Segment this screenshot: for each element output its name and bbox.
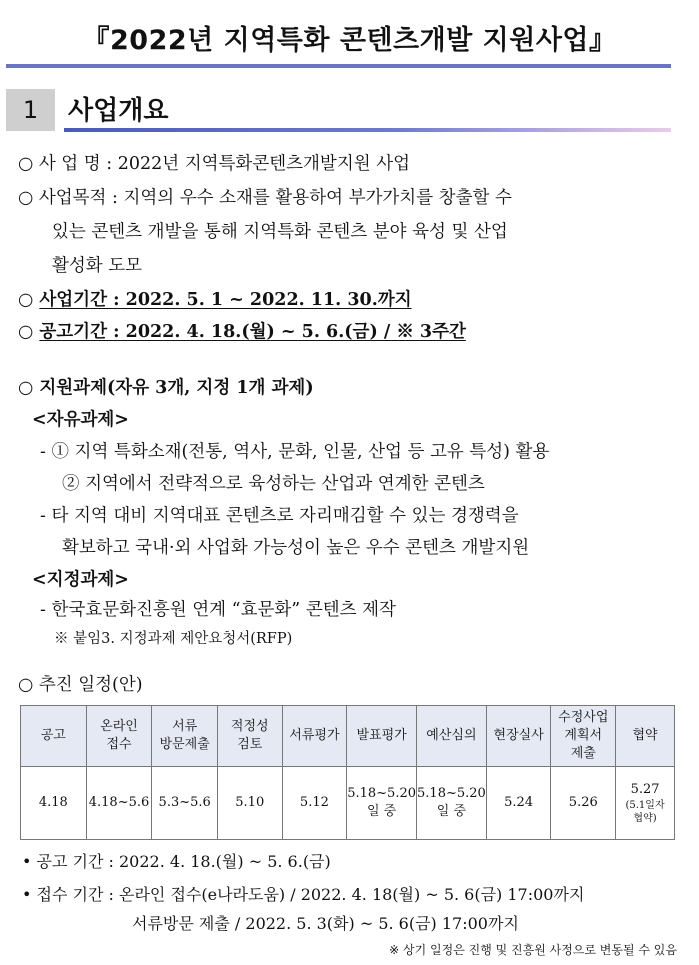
schedule-value-cell: 5.3~5.6	[152, 767, 218, 840]
notice-bullet: ○	[18, 322, 34, 342]
business-period-line	[18, 286, 412, 311]
free-task-label: <자유과제>	[32, 410, 129, 430]
schedule-header-cell: 현장실사	[486, 706, 551, 767]
title-divider	[6, 64, 671, 68]
schedule-value-cell: 5.18~5.20 일 중	[417, 767, 487, 840]
period-text: 사업기간 : 2022. 5. 1 ~ 2022. 11. 30.까지	[39, 290, 412, 310]
free-task-item-2: ② 지역에서 전략적으로 육성하는 산업과 연계한 콘텐츠	[62, 474, 485, 494]
schedule-header-cell: 온라인 접수	[86, 706, 152, 767]
schedule-header-cell: 협약	[616, 706, 675, 767]
footer-reception-line-1: • 접수 기간 : 온라인 접수(e나라도움) / 2022. 4. 18(월) ~ 5. 6(금) 17:00까지	[22, 885, 585, 904]
footer-footnote: ※ 상기 일정은 진행 및 진흥원 사정으로 변동될 수 있음	[389, 943, 677, 957]
schedule-value-cell: 5.10	[217, 767, 282, 840]
notice-text: 공고기간 : 2022. 4. 18.(월) ~ 5. 6.(금) / ※ 3주간	[39, 322, 466, 342]
free-task-item-1: - ① 지역 특화소재(전통, 역사, 문화, 인물, 산업 등 고유 특성) 활용	[40, 442, 550, 462]
schedule-table	[20, 705, 675, 840]
schedule-header-cell: 서류 방문제출	[152, 706, 218, 767]
schedule-value-cell: 5.26	[551, 767, 616, 840]
schedule-value-cell: 5.18~5.20 일 중	[347, 767, 417, 840]
section-title: 사업개요	[68, 96, 169, 126]
schedule-value-row	[21, 767, 675, 840]
schedule-value-cell: 5.24	[486, 767, 551, 840]
schedule-value-cell: 4.18~5.6	[86, 767, 152, 840]
schedule-header-cell: 공고	[21, 706, 87, 767]
schedule-heading: ○ 추진 일정(안)	[18, 675, 143, 695]
schedule-header-cell: 적정성 검토	[217, 706, 282, 767]
period-bullet: ○	[18, 290, 34, 310]
schedule-header-cell: 발표평가	[347, 706, 417, 767]
schedule-header-row	[21, 706, 675, 767]
free-task-item-3: - 타 지역 대비 지역대표 콘텐츠로 자리매김할 수 있는 경쟁력을	[40, 506, 519, 526]
purpose-line-1: ○ 사업목적 : 지역의 우수 소재를 활용하여 부가가치를 창출할 수	[18, 188, 512, 208]
footer-notice-period: • 공고 기간 : 2022. 4. 18.(월) ~ 5. 6.(금)	[22, 852, 331, 871]
section-divider	[64, 128, 671, 132]
tasks-heading: ○ 지원과제(자유 3개, 지정 1개 과제)	[18, 378, 314, 398]
free-task-item-4: 확보하고 국내·외 사업화 가능성이 높은 우수 콘텐츠 개발지원	[62, 538, 530, 558]
footer-reception-line-2: 서류방문 제출 / 2022. 5. 3(화) ~ 5. 6(금) 17:00까지	[132, 914, 519, 933]
agreement-date-note: (5.1일자 협약)	[625, 800, 665, 824]
schedule-header-cell: 서류평가	[282, 706, 347, 767]
section-number-box: 1	[6, 89, 55, 131]
purpose-line-3: 활성화 도모	[52, 256, 143, 276]
document-title: 『2022년 지역특화 콘텐츠개발 지원사업』	[82, 25, 617, 56]
designated-task-item: - 한국효문화진흥원 연계 “효문화” 콘텐츠 제작	[40, 600, 396, 620]
business-name-line: ○ 사 업 명 : 2022년 지역특화콘텐츠개발지원 사업	[18, 154, 411, 174]
notice-period-line	[18, 318, 466, 343]
purpose-line-2: 있는 콘텐츠 개발을 통해 지역특화 콘텐츠 분야 육성 및 산업	[52, 222, 508, 242]
schedule-header-cell: 수정사업 계획서 제출	[551, 706, 616, 767]
schedule-value-cell: 5.12	[282, 767, 347, 840]
schedule-value-cell: 4.18	[21, 767, 87, 840]
designated-task-label: <지정과제>	[32, 570, 129, 590]
schedule-header-cell: 예산심의	[417, 706, 487, 767]
schedule-value-cell: 5.27 (5.1일자 협약)	[616, 767, 675, 840]
designated-task-note: ※ 붙임3. 지정과제 제안요청서(RFP)	[54, 631, 293, 647]
